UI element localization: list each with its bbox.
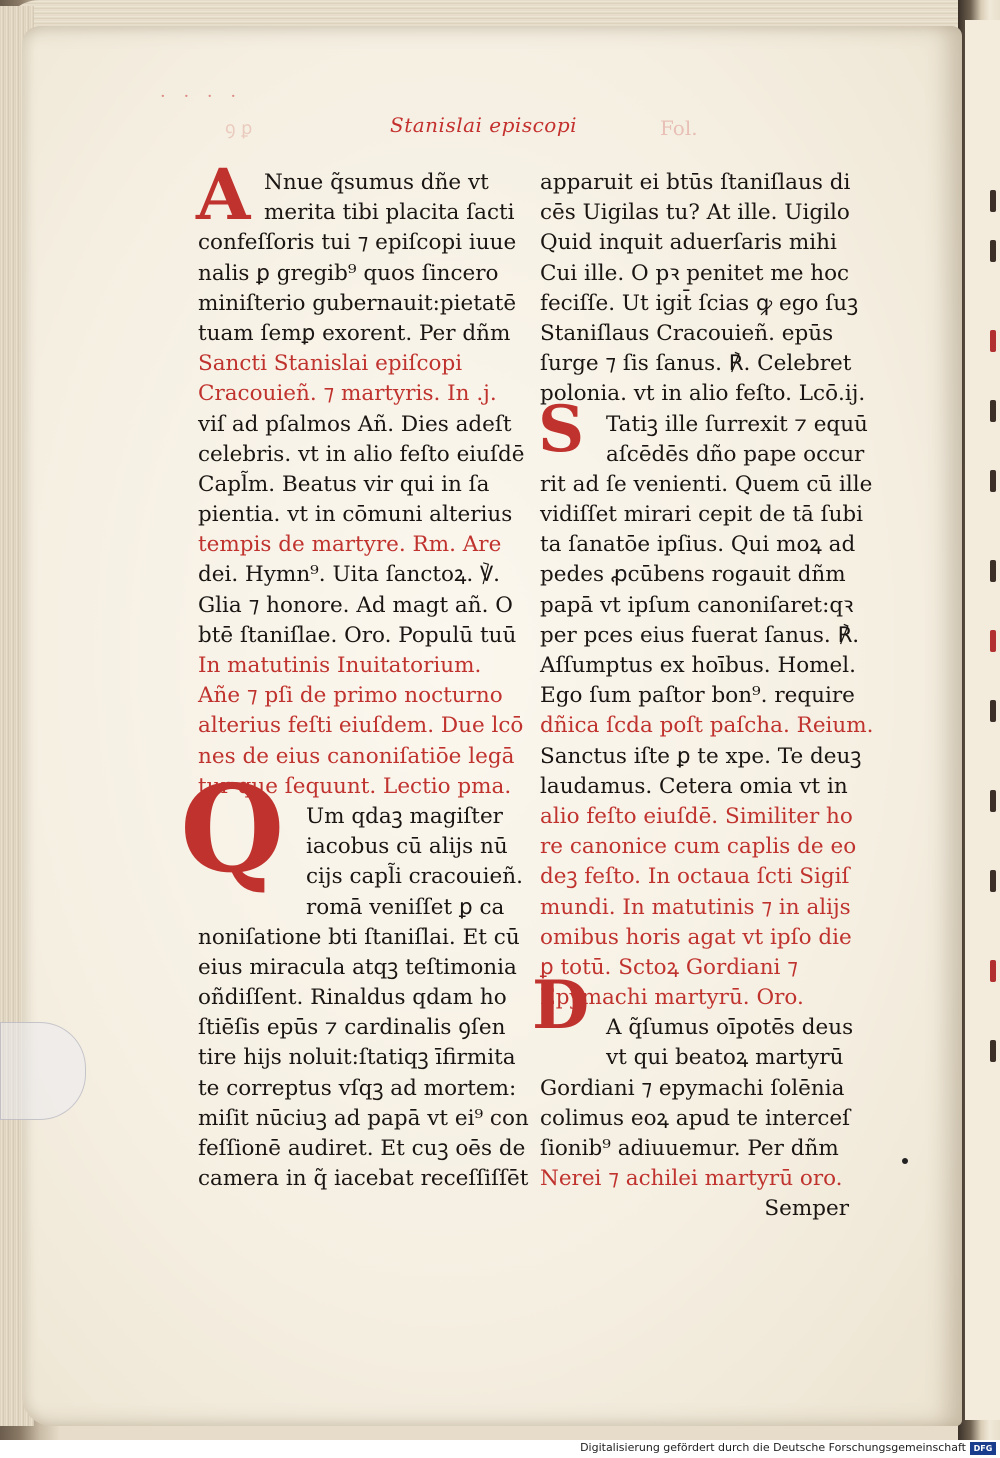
text-line: nes de eius canoniſatiōe legā bbox=[198, 743, 515, 769]
text-line: apparuit ei btūs ſtaniſlaus di bbox=[540, 170, 851, 195]
text-line: rit ad ſe venienti. Quem cū ille bbox=[540, 471, 873, 497]
text-line: ta ſanatōe ipſius. Qui moꝝ ad bbox=[540, 532, 856, 558]
text-line: merita tibi placita ſacti bbox=[264, 200, 515, 226]
text-line: Semper bbox=[764, 1196, 849, 1222]
text-line: Sanctus iſte ꝑ te xpe. Te deuꝫ bbox=[540, 743, 862, 769]
text-line: cijs capl̃i cracouieñ. bbox=[306, 864, 523, 890]
dropcap-q: Q bbox=[180, 759, 285, 900]
text-line: ſurge ⁊ ſis ſanus. ℟. Celebret bbox=[540, 351, 852, 377]
text-line: Aſſumptus ex hoībus. Homel. bbox=[540, 653, 856, 678]
bleedthrough-right: Fol. bbox=[660, 116, 698, 140]
text-line: ſtiēſis epūs ⁊ cardinalis ꝯſen bbox=[198, 1015, 506, 1041]
text-line: ſionib⁹ adiuuemur. Per dñm bbox=[540, 1136, 839, 1161]
text-line: papā vt ipſum canoniſaret:qꝛ bbox=[540, 592, 854, 618]
text-line: mundi. In matutinis ⁊ in alijs bbox=[540, 894, 851, 920]
text-line: colimus eoꝝ apud te interceſ bbox=[540, 1105, 851, 1131]
text-line: te correptus vſqꝫ ad mortem: bbox=[198, 1075, 517, 1101]
text-line: miſit nūciuꝫ ad papā vt ei⁹ con bbox=[198, 1105, 529, 1131]
text-line: aſcēdēs dño pape occur bbox=[606, 441, 865, 467]
funding-credit: Digitalisierung gefördert durch die Deutsche Forschungsgemeinschaft bbox=[580, 1441, 966, 1454]
ink-dot bbox=[902, 1158, 908, 1164]
text-line: deꝫ feſto. In octaua ſcti Sigiſ bbox=[540, 864, 850, 890]
text-line: dei. Hymn⁹. Uita ſanctoꝝ. ℣. bbox=[198, 562, 500, 588]
text-line: tire hijs noluit:ſtatiqꝫ īfirmita bbox=[198, 1045, 516, 1071]
text-line: Quid inquit aduerſaris mihi bbox=[540, 230, 837, 256]
text-line: alterius feſti eiuſdem. Due lcō bbox=[198, 713, 524, 739]
text-line: eius miracula atqꝫ teſtimonia bbox=[198, 954, 517, 980]
bleedthrough-left: ꝯ ꝑ bbox=[225, 118, 253, 139]
text-line: Gordiani ⁊ epymachi ſolēnia bbox=[540, 1075, 845, 1101]
text-line: alio feſto eiuſdē. Similiter ho bbox=[540, 803, 853, 829]
text-line: noniſatione bti ſtaniſlai. Et cū bbox=[198, 924, 520, 950]
text-line: romā veniſſet ꝑ ca bbox=[306, 894, 505, 920]
text-line: btē ſtaniſlae. Oro. Populū tuū bbox=[198, 622, 517, 648]
text-line: oñdiſſent. Rinaldus qdam ho bbox=[198, 985, 507, 1011]
text-line: viſ ad pſalmos Añ. Dies adeſt bbox=[198, 411, 512, 437]
text-line: celebris. vt in alio feſto eiuſdē bbox=[198, 441, 525, 467]
text-line: omibus horis agat vt ipſo die bbox=[540, 924, 852, 950]
text-column-left bbox=[198, 168, 528, 1194]
text-line: miniſterio gubernauit:pietatē bbox=[198, 290, 517, 316]
text-line: polonia. vt in alio feſto. Lcō.ij. bbox=[540, 381, 866, 407]
text-line: pientia. vt in cōmuni alterius bbox=[198, 502, 513, 528]
text-line: Nerei ⁊ achilei martyrū oro. bbox=[540, 1166, 843, 1192]
text-line: tuam ſemꝑ exorent. Per dñm bbox=[198, 320, 511, 346]
text-line: laudamus. Cetera omia vt in bbox=[540, 773, 848, 799]
text-line: Cui ille. O pꝛ penitet me hoc bbox=[540, 260, 850, 286]
text-line: nalis ꝑ gregib⁹ quos ſincero bbox=[198, 260, 499, 286]
text-line: vidiſſet mirari cepit de tā ſubi bbox=[540, 502, 864, 528]
text-line: tempis de martyre. Rm. Are bbox=[198, 532, 502, 558]
text-line: feſſionē audiret. Et cuꝫ oēs de bbox=[198, 1136, 526, 1161]
text-line: Cracouieñ. ⁊ martyris. In .j. bbox=[198, 381, 497, 407]
dropcap-d: D bbox=[532, 966, 590, 1044]
dropcap-a: A bbox=[196, 153, 251, 236]
text-line: Nnue q̃sumus dñe vt bbox=[264, 170, 489, 195]
text-line: Sancti Stanislai epiſcopi bbox=[198, 351, 463, 377]
text-line: Glia ⁊ honore. Ad magt añ. O bbox=[198, 592, 513, 618]
text-line: Capl̃m. Beatus vir qui in ſa bbox=[198, 471, 490, 497]
text-line: pedes ꝓcūbens rogauit dñm bbox=[540, 562, 846, 588]
text-line: Ego ſum paſtor bon⁹. require bbox=[540, 683, 855, 709]
text-column-right bbox=[540, 168, 875, 1225]
text-line: Staniſlaus Cracouieñ. epūs bbox=[540, 320, 834, 346]
text-line: confeſſoris tui ⁊ epiſcopi iuue bbox=[198, 230, 517, 256]
text-line: Epymachi martyrū. Oro. bbox=[540, 985, 804, 1011]
text-line: feciſſe. Ut igit̄ ſcias ꝙ ego ſuꝫ bbox=[540, 290, 859, 316]
text-line: cēs Uigilas tu? At ille. Uigilo bbox=[540, 200, 850, 226]
text-line: camera in q̃ iacebat receſſiſſēt bbox=[198, 1166, 529, 1192]
text-line: Añe ⁊ pſi de primo nocturno bbox=[198, 683, 503, 709]
running-header: Stanislai episcopi bbox=[390, 113, 578, 137]
text-line: A q̃ſumus oīpotēs deus bbox=[606, 1015, 854, 1041]
text-line: Um qdaꝫ magiſter bbox=[306, 803, 503, 829]
text-line: tur que ſequunt. Lectio pma. bbox=[198, 773, 512, 799]
text-line: In matutinis Inuitatorium. bbox=[198, 653, 482, 678]
text-line: iacobus cū alijs nū bbox=[306, 834, 508, 860]
faint-marks: · · · · bbox=[160, 86, 243, 107]
text-line: dñica ſcda poſt paſcha. Reium. bbox=[540, 713, 874, 739]
text-line: re canonice cum caplis de eo bbox=[540, 834, 857, 860]
text-line: ꝑ totū. Sctoꝝ Gordiani ⁊ bbox=[540, 954, 798, 980]
text-line: per pces eius fuerat ſanus. ℟. bbox=[540, 622, 860, 648]
dropcap-s: S bbox=[538, 392, 585, 467]
text-line: Tatiꝫ ille ſurrexit ⁊ equū bbox=[606, 411, 868, 437]
dfg-logo: DFG bbox=[970, 1442, 996, 1455]
text-line: vt qui beatoꝝ martyrū bbox=[606, 1045, 844, 1071]
page-clip bbox=[0, 1022, 86, 1120]
